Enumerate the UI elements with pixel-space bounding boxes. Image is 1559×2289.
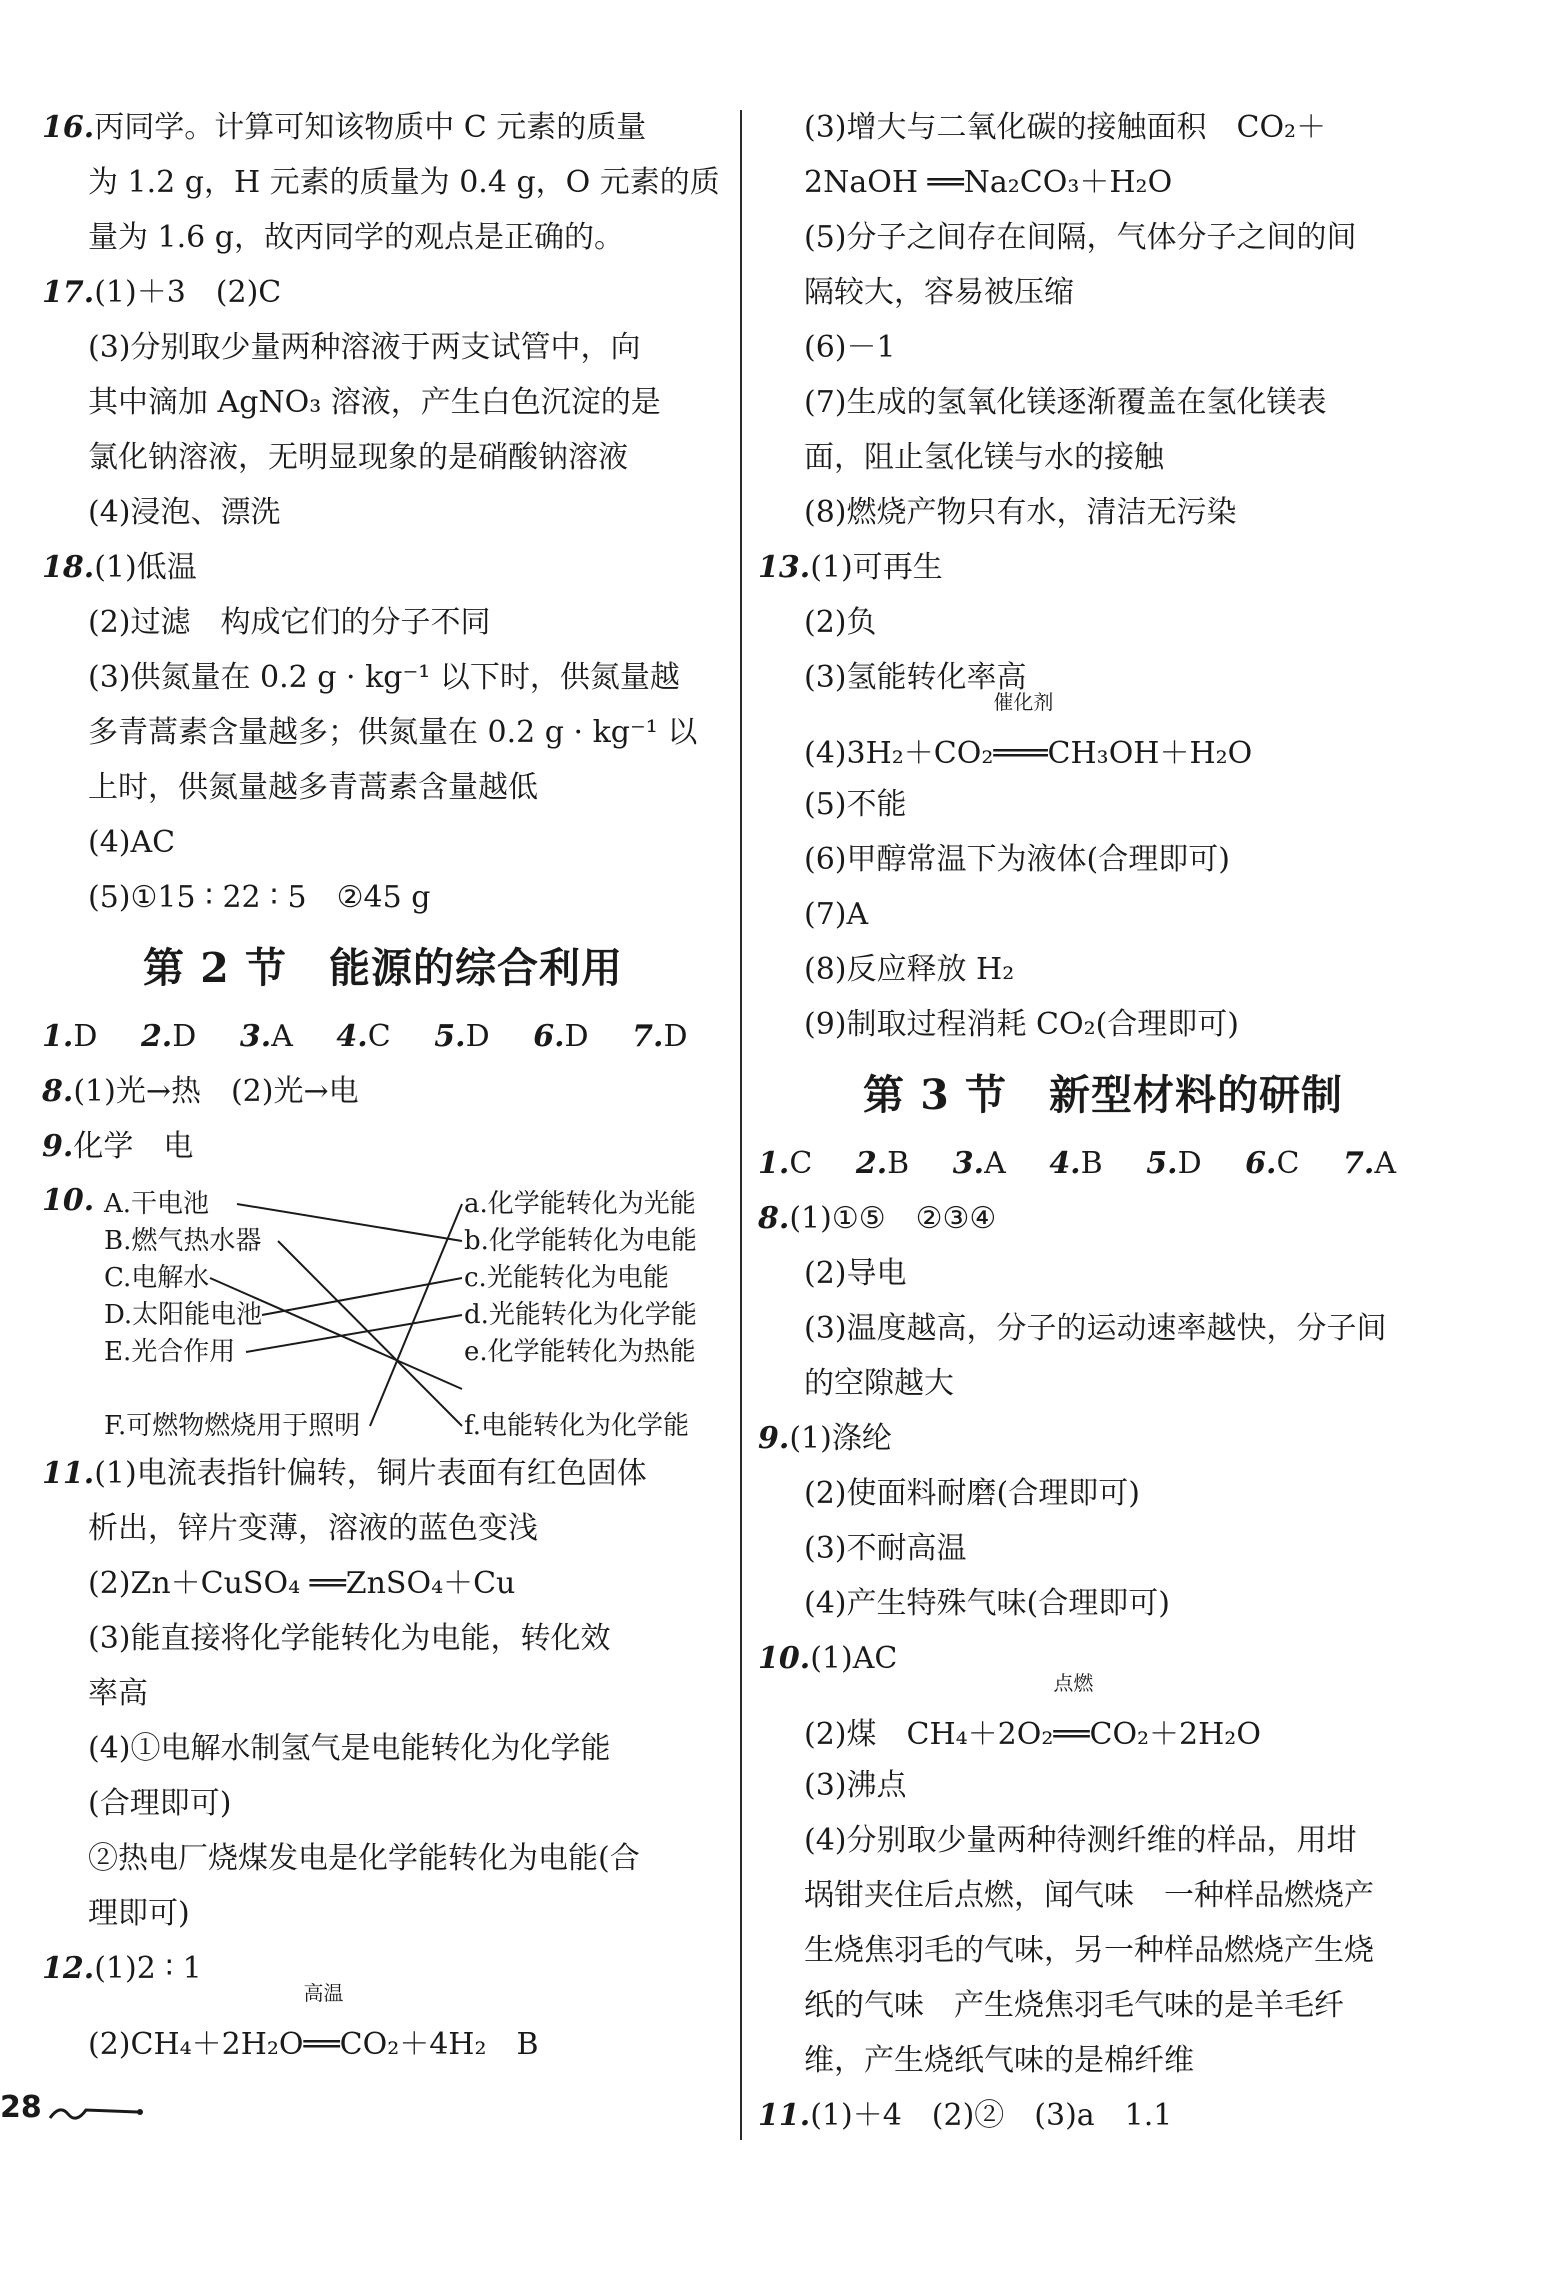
mcq-item: 7.D — [632, 1019, 688, 1054]
q18-line: (3)供氮量在 0.2 g · kg⁻¹ 以下时，供氮量越 — [88, 660, 680, 695]
q8-line: (2)导电 — [804, 1256, 907, 1291]
q10-line: 维，产生烧纸气味的是棉纤维 — [804, 2043, 1194, 2078]
q18-line: 上时，供氮量越多青蒿素含量越低 — [88, 770, 538, 805]
q10-line: (3)沸点 — [804, 1768, 907, 1803]
q18-line: (2)过滤 构成它们的分子不同 — [88, 605, 491, 640]
mcq-item: 1.D — [42, 1019, 98, 1054]
q13-line: (6)甲醇常温下为液体(合理即可) — [804, 842, 1230, 877]
q11-line: 11.(1)电流表指针偏转，铜片表面有红色固体 — [42, 1456, 647, 1491]
q10-matching-diagram — [42, 1174, 724, 1446]
q12-cont-line: (5)分子之间存在间隔，气体分子之间的间 — [804, 220, 1357, 255]
q8-line: 8.(1)①⑤ ②③④ — [758, 1201, 997, 1236]
q17-line: (3)分别取少量两种溶液于两支试管中，向 — [88, 330, 641, 365]
q10-line: (4)分别取少量两种待测纤维的样品，用坩 — [804, 1823, 1357, 1858]
q10-number: 10. — [758, 1641, 811, 1676]
equation-arrow: 催化剂 ═══ — [993, 690, 1054, 771]
q12-line: 12.(1)2 ∶ 1 — [42, 1951, 202, 1986]
q18-line: (4)AC — [88, 825, 176, 860]
match-left-item: B.燃气热水器 — [104, 1226, 262, 1256]
q9-number: 9. — [758, 1421, 790, 1456]
q13-line: (7)A — [804, 897, 869, 932]
q13-number: 13. — [758, 550, 811, 585]
q18-line: (5)①15 ∶ 22 ∶ 5 ②45 g — [88, 880, 431, 915]
q9-number: 9. — [42, 1129, 74, 1164]
q18-number: 18. — [42, 550, 95, 585]
q11-line: 析出，锌片变薄，溶液的蓝色变浅 — [88, 1511, 538, 1546]
q11-line: 理即可) — [88, 1896, 190, 1931]
q10-line: 生烧焦羽毛的气味，另一种样品燃烧产生烧 — [804, 1933, 1374, 1968]
q13-line: (3)氢能转化率高 — [804, 660, 1027, 695]
q9-line: (2)使面料耐磨(合理即可) — [804, 1476, 1140, 1511]
match-right-item: b.化学能转化为电能 — [464, 1226, 697, 1256]
match-left-item: F.可燃物燃烧用于照明 — [104, 1411, 361, 1441]
match-line-E-d — [246, 1315, 462, 1352]
q9-line: (4)产生特殊气味(合理即可) — [804, 1586, 1170, 1621]
mcq-item: 1.C — [758, 1146, 813, 1181]
column-divider — [740, 110, 742, 2140]
mcq-item: 4.B — [1049, 1146, 1103, 1181]
match-right-item: e.化学能转化为热能 — [464, 1337, 696, 1367]
mcq-answers-section3 — [758, 1136, 1448, 1191]
q13-equation: (4)3H₂＋CO₂ 催化剂 ═══CH₃OH＋H₂O — [758, 705, 1448, 777]
q8-line: 的空隙越大 — [804, 1366, 954, 1401]
q10-number: 10. — [42, 1183, 95, 1218]
mcq-item: 6.C — [1245, 1146, 1300, 1181]
q17-number: 17. — [42, 275, 95, 310]
publisher-flourish-icon — [46, 2100, 146, 2124]
match-left-item: A.干电池 — [104, 1189, 210, 1219]
q8-line: (3)温度越高，分子的运动速率越快，分子间 — [804, 1311, 1387, 1346]
match-line-D-c — [262, 1278, 462, 1315]
q16-line: 16.丙同学。计算可知该物质中 C 元素的质量 — [42, 110, 647, 145]
q17-line: 氯化钠溶液，无明显现象的是硝酸钠溶液 — [88, 440, 628, 475]
q9-line: 9.(1)涤纶 — [758, 1421, 892, 1456]
mcq-item: 5.D — [434, 1019, 490, 1054]
q10-line: 纸的气味 产生烧焦羽毛气味的是羊毛纤 — [804, 1988, 1344, 2023]
q13-line: (8)反应释放 H₂ — [804, 952, 1015, 987]
q13-line: (5)不能 — [804, 787, 907, 822]
match-left-item: E.光合作用 — [104, 1337, 236, 1367]
q13-line: (2)负 — [804, 605, 877, 640]
section-title-2: 第 2 节 能源的综合利用 — [142, 944, 624, 992]
match-line-A-b — [237, 1204, 462, 1241]
q11-line: 11.(1)＋4 (2)② (3)a 1.1 — [758, 2098, 1173, 2133]
q9-line: 9.化学 电 — [42, 1129, 194, 1164]
left-column — [42, 100, 724, 2068]
section-title-3: 第 3 节 新型材料的研制 — [862, 1071, 1344, 1119]
q11-line: ②热电厂烧煤发电是化学能转化为电能(合 — [88, 1841, 640, 1876]
right-column — [758, 100, 1448, 2143]
q8-number: 8. — [758, 1201, 790, 1236]
q11-line: 率高 — [88, 1676, 148, 1711]
q10-equation: (2)煤 CH₄＋2O₂ 点燃 ══CO₂＋2H₂O — [758, 1686, 1448, 1758]
q10-line: 埚钳夹住后点燃，闻气味 一种样品燃烧产 — [804, 1878, 1374, 1913]
q11-line: (合理即可) — [88, 1786, 232, 1821]
mcq-item: 3.A — [239, 1019, 293, 1054]
q9-line: (3)不耐高温 — [804, 1531, 967, 1566]
q13-line: (9)制取过程消耗 CO₂(合理即可) — [804, 1007, 1240, 1042]
mcq-item: 5.D — [1146, 1146, 1202, 1181]
q13-line: 13.(1)可再生 — [758, 550, 943, 585]
q11-number: 11. — [758, 2098, 811, 2133]
mcq-answers-section2 — [42, 1009, 724, 1064]
q18-line: 多青蒿素含量越多；供氮量在 0.2 g · kg⁻¹ 以 — [88, 715, 698, 750]
match-left-item: D.太阳能电池 — [104, 1300, 263, 1330]
q12-cont-line: (8)燃烧产物只有水，清洁无污染 — [804, 495, 1237, 530]
match-right-item: d.光能转化为化学能 — [464, 1300, 697, 1330]
mcq-item: 7.A — [1343, 1146, 1397, 1181]
match-right-item: f.电能转化为化学能 — [464, 1411, 689, 1441]
q12-number: 12. — [42, 1951, 95, 1986]
mcq-item: 3.A — [952, 1146, 1006, 1181]
q12-cont-line: 隔较大，容易被压缩 — [804, 275, 1074, 310]
mcq-item: 6.D — [533, 1019, 589, 1054]
q12-cont-line: 面，阻止氢化镁与水的接触 — [804, 440, 1164, 475]
q8-line: 8.(1)光→热 (2)光→电 — [42, 1074, 359, 1109]
q16-line: 量为 1.6 g，故丙同学的观点是正确的。 — [88, 220, 624, 255]
equation-arrow: 高温 ══ — [303, 1981, 344, 2062]
q12-equation: (2)CH₄＋2H₂O 高温 ══CO₂＋4H₂ B — [42, 1996, 724, 2068]
q8-number: 8. — [42, 1074, 74, 1109]
q12-cont-line: (7)生成的氢氧化镁逐渐覆盖在氢化镁表 — [804, 385, 1327, 420]
equation-arrow: 点燃 ══ — [1053, 1671, 1094, 1752]
q17-line: 17.(1)＋3 (2)C — [42, 275, 282, 310]
q17-line: 其中滴加 AgNO₃ 溶液，产生白色沉淀的是 — [88, 385, 661, 420]
q16-number: 16. — [42, 110, 95, 145]
q12-cont-line: (3)增大与二氧化碳的接触面积 CO₂＋ — [804, 110, 1327, 145]
q11-line: (4)①电解水制氢气是电能转化为化学能 — [88, 1731, 611, 1766]
match-line-F-a — [370, 1204, 462, 1426]
match-right-item: a.化学能转化为光能 — [464, 1189, 696, 1219]
mcq-item: 4.C — [336, 1019, 391, 1054]
mcq-item: 2.D — [140, 1019, 197, 1054]
mcq-item: 2.B — [855, 1146, 910, 1181]
q11-line: (2)Zn＋CuSO₄ ══ZnSO₄＋Cu — [88, 1566, 516, 1601]
q11-number: 11. — [42, 1456, 95, 1491]
page-number: 28 — [0, 2090, 42, 2125]
q11-line: (3)能直接将化学能转化为电能，转化效 — [88, 1621, 611, 1656]
match-left-item: C.电解水 — [104, 1263, 210, 1293]
q12-cont-line: (6)－1 — [804, 330, 896, 365]
q17-line: (4)浸泡、漂洗 — [88, 495, 281, 530]
q16-line: 为 1.2 g，H 元素的质量为 0.4 g，O 元素的质 — [88, 165, 720, 200]
q18-line: 18.(1)低温 — [42, 550, 197, 585]
q10-line: 10.(1)AC — [758, 1641, 898, 1676]
q12-cont-line: 2NaOH ══Na₂CO₃＋H₂O — [804, 165, 1173, 200]
match-right-item: c.光能转化为电能 — [464, 1263, 669, 1293]
